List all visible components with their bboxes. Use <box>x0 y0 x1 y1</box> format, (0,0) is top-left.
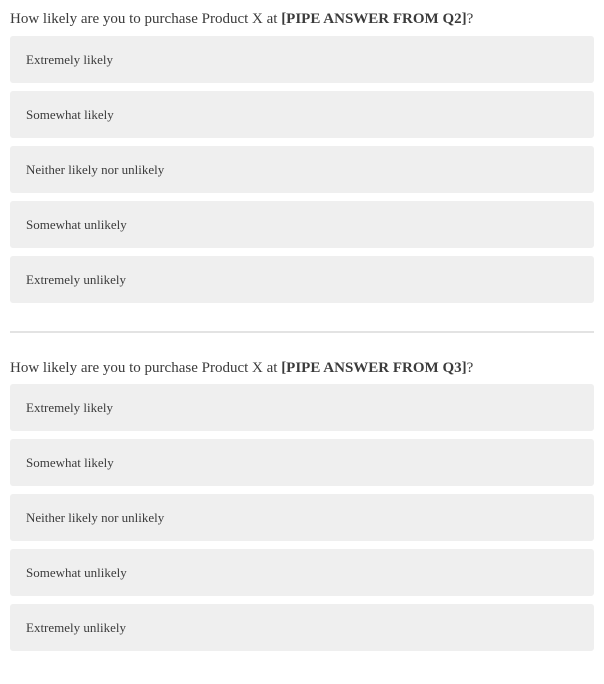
question-prefix: How likely are you to purchase Product X at <box>10 11 282 27</box>
option-somewhat-likely[interactable]: Somewhat likely <box>10 439 594 486</box>
piped-answer: [PIPE ANSWER FROM Q2] <box>281 11 467 27</box>
option-neither-likely-nor-unlikely[interactable]: Neither likely nor unlikely <box>10 494 594 541</box>
question-divider <box>10 331 594 333</box>
option-neither-likely-nor-unlikely[interactable]: Neither likely nor unlikely <box>10 146 594 193</box>
question-block-1 <box>10 0 594 303</box>
question-text <box>10 0 594 27</box>
option-extremely-likely[interactable]: Extremely likely <box>10 384 594 431</box>
piped-answer: [PIPE ANSWER FROM Q3] <box>281 360 467 376</box>
answer-options <box>10 36 594 303</box>
question-prefix: How likely are you to purchase Product X at <box>10 360 282 376</box>
question-text <box>10 347 594 375</box>
option-extremely-unlikely[interactable]: Extremely unlikely <box>10 604 594 651</box>
option-extremely-unlikely[interactable]: Extremely unlikely <box>10 256 594 303</box>
option-somewhat-unlikely[interactable]: Somewhat unlikely <box>10 549 594 596</box>
question-suffix: ? <box>466 360 474 376</box>
option-somewhat-likely[interactable]: Somewhat likely <box>10 91 594 138</box>
option-extremely-likely[interactable]: Extremely likely <box>10 36 594 83</box>
option-somewhat-unlikely[interactable]: Somewhat unlikely <box>10 201 594 248</box>
answer-options <box>10 384 594 651</box>
survey <box>10 0 594 651</box>
question-block-2 <box>10 347 594 651</box>
question-suffix: ? <box>466 11 474 27</box>
